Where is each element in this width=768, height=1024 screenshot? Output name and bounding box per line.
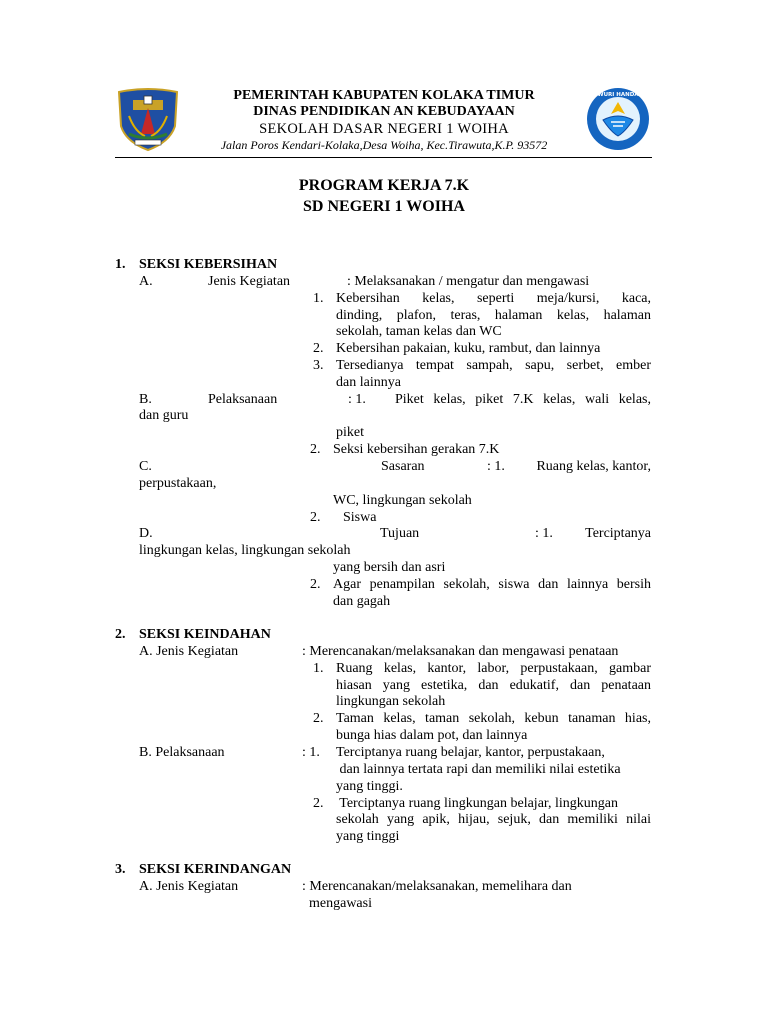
- s1-a3-line1: Tersedianya tempat sampah, sapu, serbet, ember: [336, 358, 651, 373]
- s2-b1-line3: yang tinggi.: [336, 779, 403, 794]
- s3-a-label: A. Jenis Kegiatan: [139, 879, 239, 894]
- s1-b-line2: dan guru: [139, 408, 189, 423]
- s3-a-value: : Merencanakan/melaksanakan, memelihara dan: [302, 879, 572, 894]
- s1-c2-line1: Siswa: [343, 510, 377, 525]
- s1-a2-line1: Kebersihan pakaian, kuku, rambut, dan lainnya: [336, 341, 601, 356]
- s2-b2-line1: Terciptanya ruang lingkungan belajar, lingkungan: [336, 796, 619, 811]
- s1-c-line3: WC, lingkungan sekolah: [333, 493, 472, 508]
- kabupaten-kolaka-timur-emblem: [115, 86, 181, 152]
- s1-d-label: Tujuan: [380, 526, 420, 541]
- tut-wuri-handayani-emblem: [585, 86, 651, 152]
- s1-d-colon: : 1.: [535, 526, 553, 541]
- s2-b1-line2: dan lainnya tertata rapi dan memiliki nilai estetika: [336, 762, 621, 777]
- s1-c-colon: : 1.: [487, 459, 505, 474]
- s1-c-letter: C.: [139, 459, 152, 474]
- s1-d2-number: 2.: [310, 577, 321, 592]
- s2-a1-number: 1.: [313, 661, 324, 676]
- s1-c-line2: perpustakaan,: [139, 476, 217, 491]
- s1-a1-line1: Kebersihan kelas, seperti meja/kursi, kaca,: [336, 291, 651, 306]
- s1-b2-line1: Seksi kebersihan gerakan 7.K: [333, 442, 500, 457]
- s1-b-letter: B.: [139, 392, 152, 407]
- section-3-number: 3.: [115, 862, 126, 877]
- s2-a-label: A. Jenis Kegiatan: [139, 644, 239, 659]
- s1-b-line1: Piket kelas, piket 7.K kelas, wali kelas,: [395, 392, 651, 407]
- s3-a-value-line2: mengawasi: [309, 896, 372, 911]
- s2-a-value: : Merencanakan/melaksanakan dan mengawasi penataan: [302, 644, 619, 659]
- section-1-heading: SEKSI KEBERSIHAN: [139, 257, 278, 272]
- s1-b-line3: piket: [336, 425, 364, 440]
- s1-b2-number: 2.: [310, 442, 321, 457]
- s2-a2-line1: Taman kelas, taman sekolah, kebun tanaman hias,: [336, 711, 651, 726]
- s1-c-line1: Ruang kelas, kantor,: [536, 459, 651, 474]
- letterhead-address: Jalan Poros Kendari-Kolaka,Desa Woiha, Kec.Tirawuta,K.P. 93572: [220, 138, 548, 152]
- s2-a1-line1: Ruang kelas, kantor, labor, perpustakaan, gambar: [336, 661, 651, 676]
- s2-a2-line2: bunga hias dalam pot, dan lainnya: [336, 728, 528, 743]
- s2-b-colon: : 1.: [302, 745, 320, 760]
- s1-d-letter: D.: [139, 526, 153, 541]
- section-3-heading: SEKSI KERINDANGAN: [139, 862, 292, 877]
- s1-a1-number: 1.: [313, 291, 324, 306]
- s1-a3-line2: dan lainnya: [336, 375, 401, 390]
- s2-b-label: B. Pelaksanaan: [139, 745, 225, 760]
- section-2-heading: SEKSI KEINDAHAN: [139, 627, 271, 642]
- s2-b2-line2: sekolah yang apik, hijau, sejuk, dan memiliki nilai: [336, 812, 651, 827]
- s2-b1-line1: Terciptanya ruang belajar, kantor, perpustakaan,: [336, 745, 605, 760]
- s1-d-line3: yang bersih dan asri: [333, 560, 446, 575]
- s1-a-value: : Melaksanakan / mengatur dan mengawasi: [347, 274, 590, 289]
- s1-c2-number: 2.: [310, 510, 321, 525]
- section-2-number: 2.: [115, 627, 126, 642]
- letterhead-school: SEKOLAH DASAR NEGERI 1 WOIHA: [259, 121, 509, 137]
- s1-a-label: Jenis Kegiatan: [208, 274, 291, 289]
- s1-c-label: Sasaran: [381, 459, 425, 474]
- s2-a1-line3: lingkungan sekolah: [336, 694, 446, 709]
- document-subtitle: SD NEGERI 1 WOIHA: [303, 198, 465, 215]
- s2-b2-line3: yang tinggi: [336, 829, 400, 844]
- s2-a2-number: 2.: [313, 711, 324, 726]
- s1-d-line2: lingkungan kelas, lingkungan sekolah: [139, 543, 351, 558]
- s1-a1-line3: sekolah, taman kelas dan WC: [336, 324, 502, 339]
- s2-b2-number: 2.: [313, 796, 324, 811]
- s1-a3-number: 3.: [313, 358, 324, 373]
- s1-d2-line1: Agar penampilan sekolah, siswa dan lainnya bersih: [333, 577, 651, 592]
- s1-b-label: Pelaksanaan: [208, 392, 278, 407]
- letterhead-divider: [115, 157, 652, 158]
- s2-a1-line2: hiasan yang estetika, dan edukatif, dan penataan: [336, 678, 651, 693]
- s1-d-line1: Terciptanya: [585, 526, 651, 541]
- letterhead-government: PEMERINTAH KABUPATEN KOLAKA TIMUR: [233, 88, 535, 103]
- section-1-number: 1.: [115, 257, 126, 272]
- s1-d2-line2: dan gagah: [333, 594, 391, 609]
- s1-a1-line2: dinding, plafon, teras, halaman kelas, halaman: [336, 308, 651, 323]
- s1-b-colon: : 1.: [348, 392, 366, 407]
- s1-a2-number: 2.: [313, 341, 324, 356]
- emblem-ring-text: TUT WURI HANDAYANI: [585, 92, 651, 98]
- s1-a-letter: A.: [139, 274, 153, 289]
- letterhead-department: DINAS PENDIDIKAN AN KEBUDAYAAN: [253, 104, 515, 119]
- document-title: PROGRAM KERJA 7.K: [298, 177, 470, 194]
